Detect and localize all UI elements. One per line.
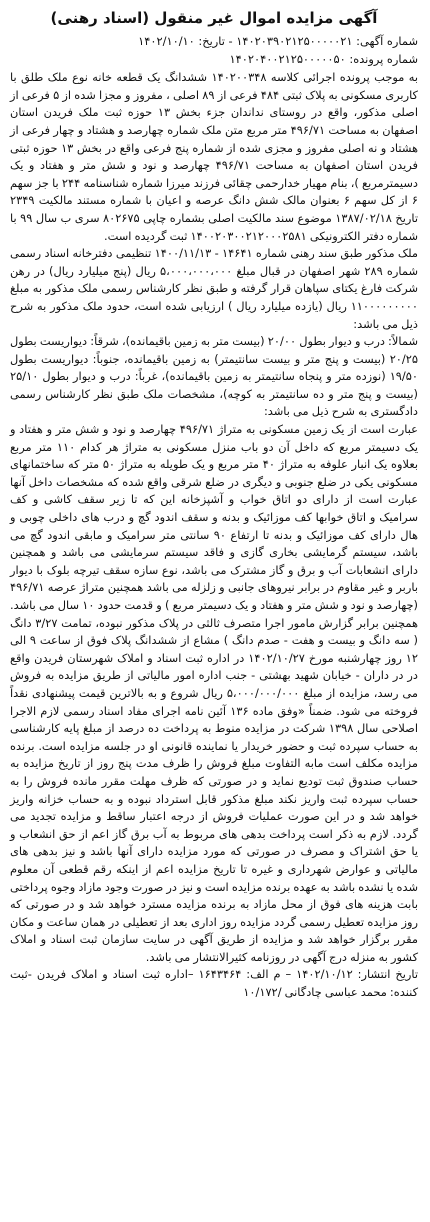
paragraph-property-description: به موجب پرونده اجرائی کلاسه ۱۴۰۲۰۰۳۴۸ ششدانگ یک قطعه خانه نوع ملک طلق با کاربری مسکونی به پلاک ثبتی ۴۸۴ فرعی از ۸۹ اصلی ، مفروز و مجزا شده از ۵ فرعی از اصلی مذکور، واقع در روستای نداندان جزء بخش ۱۳ حوزه ثبت ملک فریدن استان اصفهان به مساحت ۴۹۶/۷۱ متر مربع متن ملک شماره چهارصد و هشتاد و چهار فرعی از هشتاد و نه اصلی مفروز و مجزی شده از شماره پنج فرعی واقع در بخش ۱۳ حوزه ثبتی فریدن استان اصفهان به مساحت ۴۹۶/۷۱ چهارصد و نود و شش متر و هفتاد و یک دسیمترمربع )، بنام مهیار خدارحمی چقائی فرزند میرزا شماره شناسنامه ۲۴۴ با جز سهم ۶ از کل سهم ۶ بعنوان مالک شش دانگ عرصه و اعیان با شماره مستند مالکیت ۲۳۴۹ تاریخ ۱۳۸۷/۰۲/۱۸ موضوع سند مالکیت اصلی بشماره چاپی ۸۰۲۶۷۵ سری ب سال ۹۹ با شماره دفتر الکترونیکی ۱۴۰۰۲۰۳۰۰۲۱۲۰۰۰۲۵۸۱ ثبت گردیده است. (10, 70, 419, 243)
notice-number: شماره آگهی: ۱۴۰۲۰۳۹۰۲۱۲۵۰۰۰۰۰۲۱ - تاریخ: ۱۴۰۲/۱۰/۱۰ (138, 34, 418, 48)
notice-body (10, 69, 418, 1001)
notice-title: آگهی مزایده اموال غیر منقول (اسناد رهنی) (50, 9, 378, 27)
paragraph-mortgage-valuation: ملک مذکور طبق سند رهنی شماره ۱۴۶۴۱ - ۱۴۰۰/۱۱/۱۳ تنظیمی دفترخانه اسناد رسمی شماره ۲۸۹ شهر اصفهان در قبال مبلغ ۵،۰۰۰،۰۰۰،۰۰۰ ریال (پنج میلیارد ریال) در رهن شرکت فارغ یکتای سپاهان قرار گرفته و طبق نظر کارشناس رسمی ملک مذکور به مبلغ ۱۱۰۰۰۰۰۰۰۰۰ ریال (یازده میلیارد ریال ) ارزیابی شده است، حدود ملک مذکور به شرح ذیل می باشد: (10, 246, 418, 331)
paragraph-boundaries: شمالاً: درب و دیوار بطول ۲۰/۰۰ (بیست متر به زمین باقیمانده)، شرقاً: دیواریست بطول ۲۰/۲۵ (بیست و پنج متر و بیست سانتیمتر) به زمین باقیمانده، جنوباً: دیواریست بطول ۱۹/۵۰ (نوزده متر و پنجاه سانتیمتر به زمین باقیمانده)، غرباً: درب و دیوار بطول ۲۵/۱۰ (بیست و پنج متر و ده سانتیمتر به کوچه)، مشخصات ملک طبق نظر کارشناس رسمی دادگستری به شرح ذیل می باشد: (10, 334, 418, 419)
paragraph-auction-terms: عبارت است از یک زمین مسکونی به متراژ ۴۹۶/۷۱ چهارصد و نود و شش متر و هفتاد و یک دسیمتر مربع که داخل آن دو باب منزل مسکونی به متراژ هر کدام ۱۱۰ متر مربع بعلاوه یک انبار علوفه به متراژ ۴۰ متر مربع و یک طویله به متراژ ۵۰ متر که ساختمانهای مسکونی یکی در ضلع جنوبی و دیگری در ضلع شرقی واقع شده که مشخصات داخل آنها عبارت است از دارای دو اتاق خواب و آشپزخانه این که تا زیر سقف کاشی و کف سرامیک و اتاق خوابها کف موزائیک و بدنه و سقف اندود گچ و درب های داخلی چوبی و هال دارای کف موزائیک و بدنه تا ارتفاع ۹۰ سانتی متر سرامیک و مابقی اندود گچ می باشد، سیستم گرمایشی بخاری گازی و فاقد سیستم سرمایشی می باشد و همچنین دارای انشعابات آب و برق و گاز مشترک می باشد، نوع سازه سقف تیرچه بلوک با دیوار باربر و غیر مقاوم در برابر نیروهای جانبی و زلزله می باشد همچنین متراژ عرصه ۴۹۶/۷۱ (چهارصد و نود و شش متر و هفتاد و یک دسیمتر مربع ) و قدمت حدود ۱۰ سال می باشد. همچنین برابر گزارش مامور اجرا متصرف ثالثی در پلاک مذکور نبوده، تمامت ۳/۲۷ دانگ ( سه دانگ و بیست و هفت - صدم دانگ ) مشاع از ششدانگ پلاک فوق از ساعت ۹ الی ۱۲ روز چهارشنبه مورخ ۱۴۰۲/۱۰/۲۷ در اداره ثبت اسناد و املاک شهرستان فریدن واقع در در داران - خیابان شهید بهشتی - جنب اداره امور مالیاتی از طریق مزایده به فروش می رسد، مزایده از مبلغ ۵،۰۰۰/۰۰۰/۰۰۰ ریال شروع و به بالاترین قیمت پیشنهادی نقداً فروخته می شود. ضمناً «وفق ماده ۱۳۶ آئین نامه اجرای مفاد اسناد رسمی لازم الاجرا اصلاحی سال ۱۳۹۸ شرکت در مزایده منوط به پرداخت ده درصد از مبلغ پایه کارشناسی به حساب سپرده ثبت و حضور خریدار یا نماینده قانونی او در جلسه مزایده است. برنده مزایده مکلف است مابه التفاوت مبلغ فروش را ظرف مدت پنج روز از تاریخ مزایده به حساب صندوق ثبت تودیع نماید و در صورتی که ظرف مهلت مقرر مانده فروش را به حساب سپرده ثبت واریز نکند مبلغ مذکور قابل استرداد نبوده و به حساب خزانه واریز خواهد شد و در این صورت عملیات فروش از درجه اعتبار ساقط و مزایده تجدید می گردد. لازم به ذکر است پرداخت بدهی های مربوط به آب برق گاز اعم از حق انشعاب و یا حق اشتراک و مصرف در صورتی که مورد مزایده دارای آنها باشد و نیز بدهی های مالیاتی و عوارض شهرداری و غیره تا تاریخ مزایده اعم از اینکه رقم قطعی آن معلوم شده یا نشده باشد به عهده برنده مزایده است و نیز در صورت وجود مازاد وجوه پرداختی بابت هزینه های فوق از محل مازاد به برنده مزایده مسترد خواهد شد و در صورتی که روز مزایده تعطیل رسمی گردد مزایده روز اداری بعد از تعطیلی در همان ساعت و مکان مقرر برگزار خواهد شد و مزایده از طریق آگهی در سایت سازمان ثبت اسناد و املاک کشور به منزله درج آگهی در روزنامه کثیرالانتشار می باشد. (10, 422, 419, 964)
file-number: شماره پرونده: ۱۴۰۲۰۴۰۰۲۱۲۵۰۰۰۰۰۵۰ (229, 51, 418, 66)
paragraph-publication: تاریخ انتشار: ۱۴۰۲/۱۰/۱۲ – م الف: ۱۶۴۳۴۶۴ –اداره ثبت اسناد و املاک فریدن -ثبت کننده: محمد عباسی چادگانی /۱۰/۱۷۲ (10, 967, 419, 1000)
